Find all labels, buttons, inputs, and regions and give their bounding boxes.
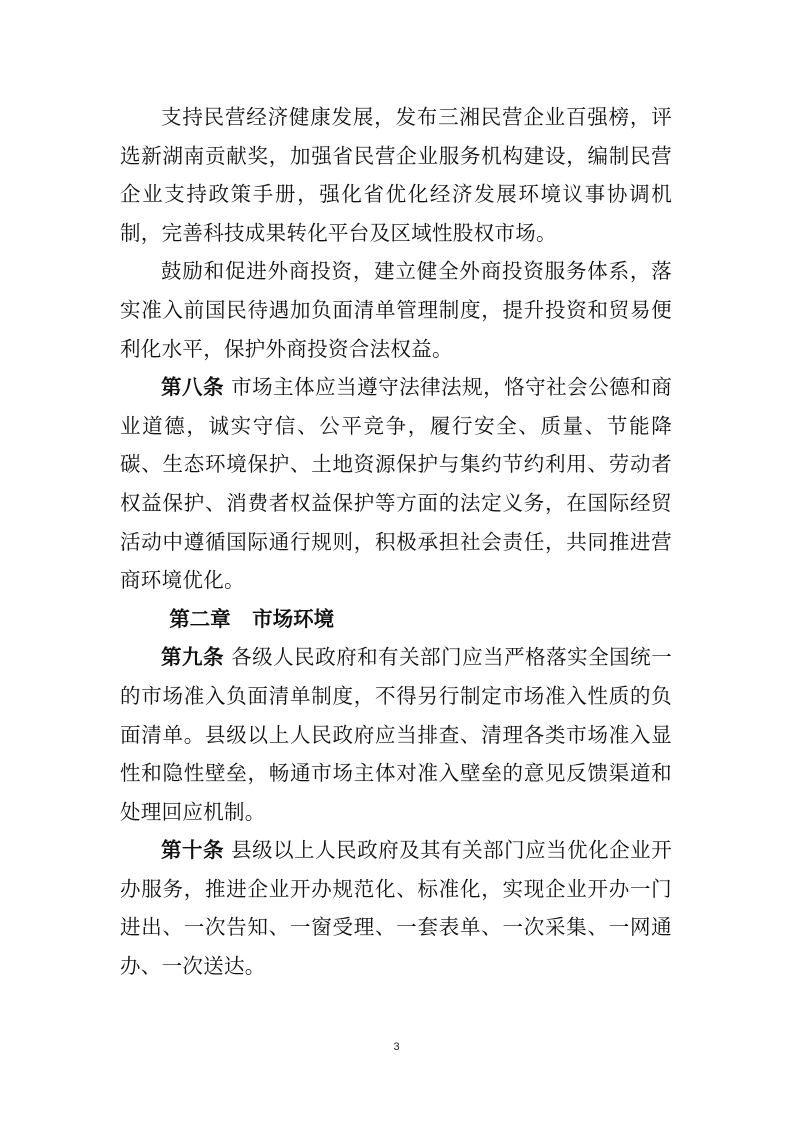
chapter-number: 第二章 (169, 606, 231, 631)
chapter-title: 市场环境 (252, 606, 335, 631)
article-8 (120, 368, 672, 600)
article-number: 第八条 (161, 375, 225, 400)
page-number: 3 (393, 1041, 400, 1053)
article-9 (120, 638, 672, 831)
article-10 (120, 831, 672, 985)
article-number: 第十条 (161, 838, 225, 863)
chapter-heading (120, 600, 672, 639)
paragraph-private-economy (120, 98, 672, 252)
document-body (120, 98, 672, 986)
paragraph-text: 支持民营经济健康发展，发布三湘民营企业百强榜，评选新湖南贡献奖，加强省民营企业服务机构建设，编制民营企业支持政策手册，强化省优化经济发展环境议事协调机制，完善科技成果转化平台及区域性股权市场。 (120, 105, 672, 245)
paragraph-text: 鼓励和促进外商投资，建立健全外商投资服务体系，落实准入前国民待遇加负面清单管理制度，提升投资和贸易便利化水平，保护外商投资合法权益。 (120, 259, 672, 361)
paragraph-foreign-investment (120, 252, 672, 368)
article-text: 县级以上人民政府及其有关部门应当优化企业开办服务，推进企业开办规范化、标准化，实现企业开办一门进出、一次告知、一窗受理、一套表单、一次采集、一网通办、一次送达。 (120, 838, 672, 979)
article-text: 各级人民政府和有关部门应当严格落实全国统一的市场准入负面清单制度，不得另行制定市场准入性质的负面清单。县级以上人民政府应当排查、清理各类市场准入显性和隐性壁垒，畅通市场主体对准入壁垒的意见反馈渠道和处理回应机制。 (120, 645, 672, 824)
article-text: 市场主体应当遵守法律法规，恪守社会公德和商业道德，诚实守信、公平竞争，履行安全、质量、节能降碳、生态环境保护、土地资源保护与集约节约利用、劳动者权益保护、消费者权益保护等方面的法定义务，在国际经贸活动中遵循国际通行规则，积极承担社会责任，共同推进营商环境优化。 (120, 375, 672, 593)
article-number: 第九条 (161, 645, 225, 670)
